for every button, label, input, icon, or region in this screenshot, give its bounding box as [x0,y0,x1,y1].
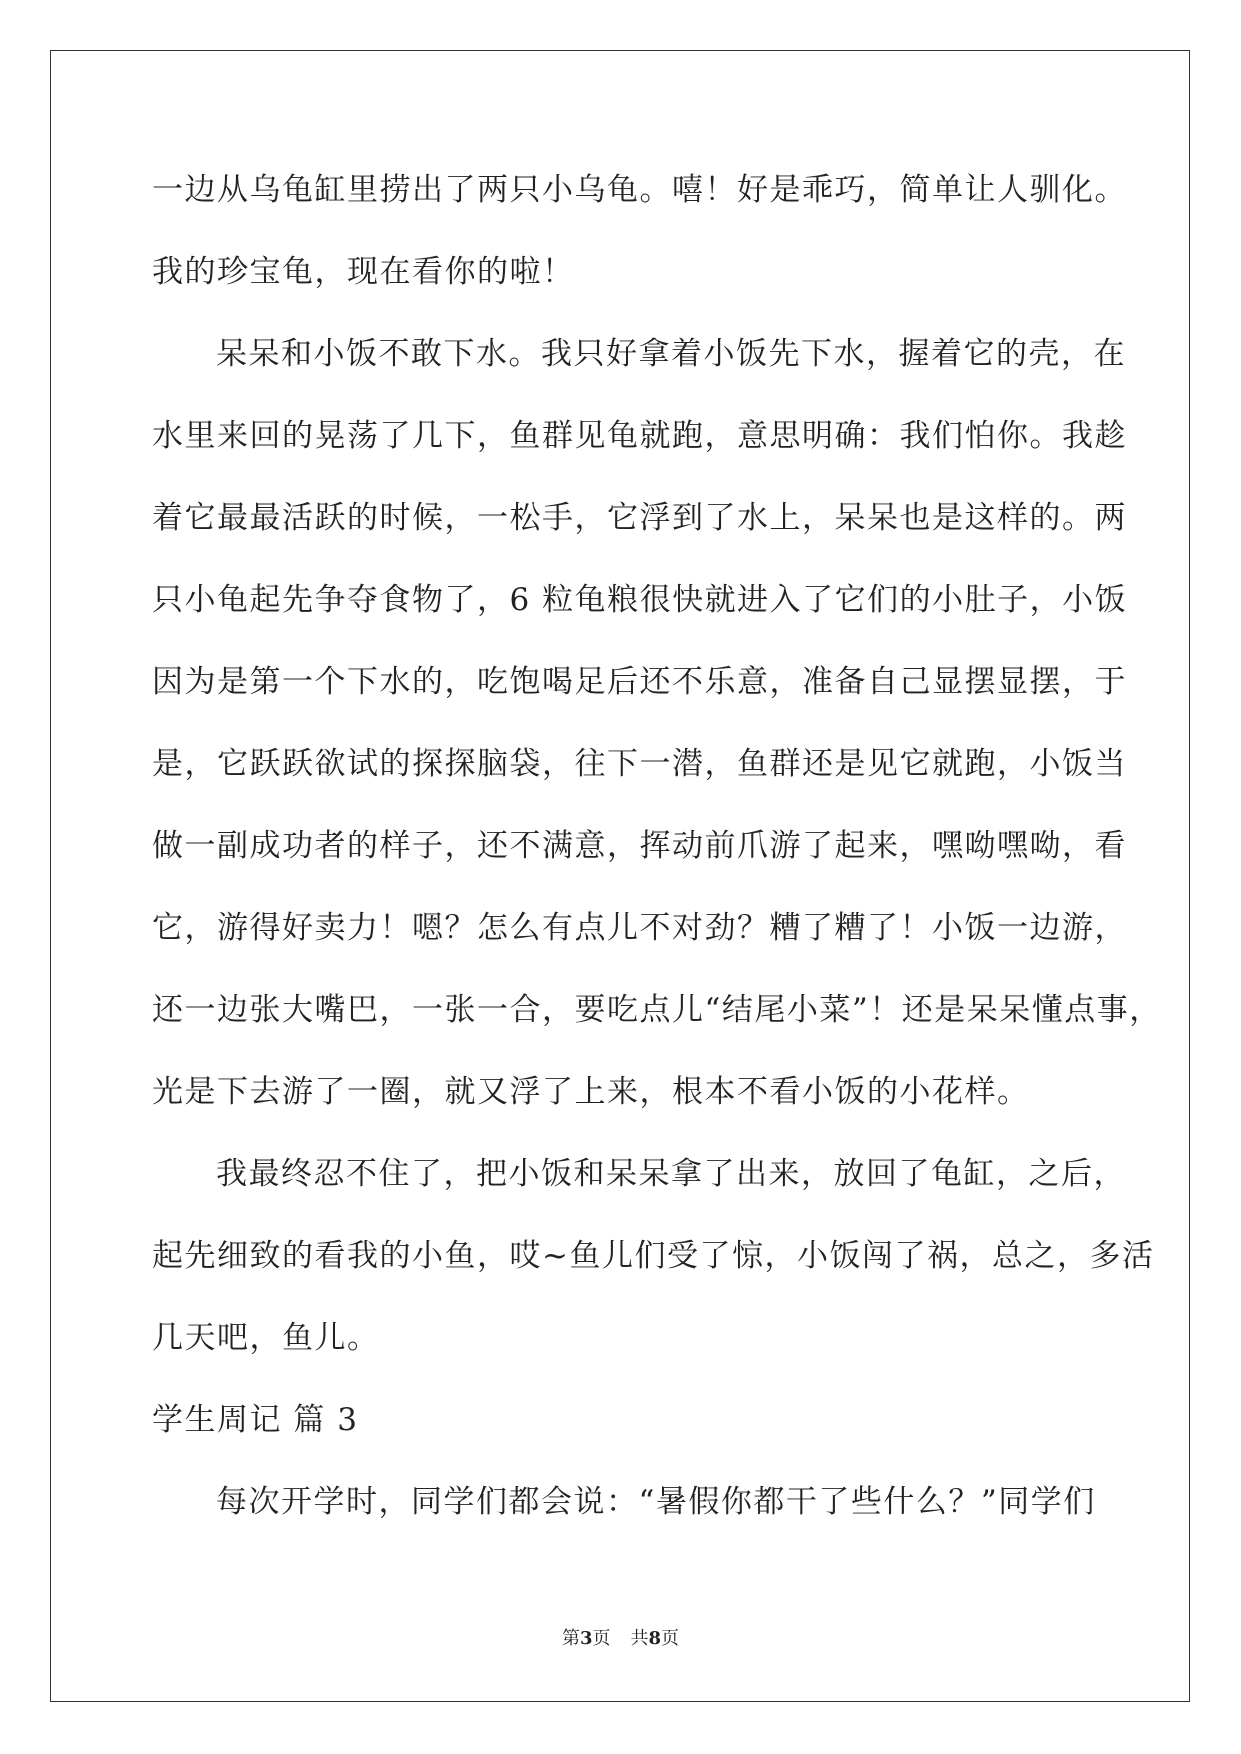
page-footer [0,1624,1241,1650]
text-line: 起先细致的看我的小鱼，哎~鱼儿们受了惊，小饭闯了祸，总之，多活 [152,1238,1155,1274]
page-prefix: 第 [561,1628,580,1649]
text-line: 我的珍宝龟，现在看你的啦！ [152,254,575,290]
total-prefix: 共 [630,1628,649,1649]
section-heading: 学生周记 篇 3 [152,1402,359,1438]
text-line: 还一边张大嘴巴，一张一合，要吃点儿“结尾小菜”！还是呆呆懂点事， [152,992,1162,1028]
text-line: 每次开学时，同学们都会说：“暑假你都干了些什么？”同学们 [216,1484,1096,1520]
text-line: 着它最最活跃的时候，一松手，它浮到了水上，呆呆也是这样的。两 [152,500,1127,536]
page-total: 8 [648,1628,662,1649]
text-line: 是，它跃跃欲试的探探脑袋，往下一潜，鱼群还是见它就跑，小饭当 [152,746,1127,782]
text-line: 做一副成功者的样子，还不满意，挥动前爪游了起来，嘿呦嘿呦，看 [152,828,1127,864]
text-line: 因为是第一个下水的，吃饱喝足后还不乐意，准备自己显摆显摆，于 [152,664,1127,700]
page-current: 3 [579,1628,593,1649]
text-line: 它，游得好卖力！嗯？怎么有点儿不对劲？糟了糟了！小饭一边游， [152,910,1127,946]
document-body [152,160,1162,1554]
text-line: 我最终忍不住了，把小饭和呆呆拿了出来，放回了龟缸，之后， [216,1156,1126,1192]
text-line: 一边从乌龟缸里捞出了两只小乌龟。嘻！好是乖巧，简单让人驯化。 [152,172,1127,208]
text-line: 呆呆和小饭不敢下水。我只好拿着小饭先下水，握着它的壳，在 [216,336,1126,372]
text-line: 水里来回的晃荡了几下，鱼群见龟就跑，意思明确：我们怕你。我趁 [152,418,1127,454]
text-line: 几天吧，鱼儿。 [152,1320,380,1356]
text-line: 光是下去游了一圈，就又浮了上来，根本不看小饭的小花样。 [152,1074,1030,1110]
text-line: 只小龟起先争夺食物了，6 粒龟粮很快就进入了它们的小肚子，小饭 [152,582,1128,618]
page-unit: 页 [592,1628,611,1649]
total-unit: 页 [661,1628,680,1649]
